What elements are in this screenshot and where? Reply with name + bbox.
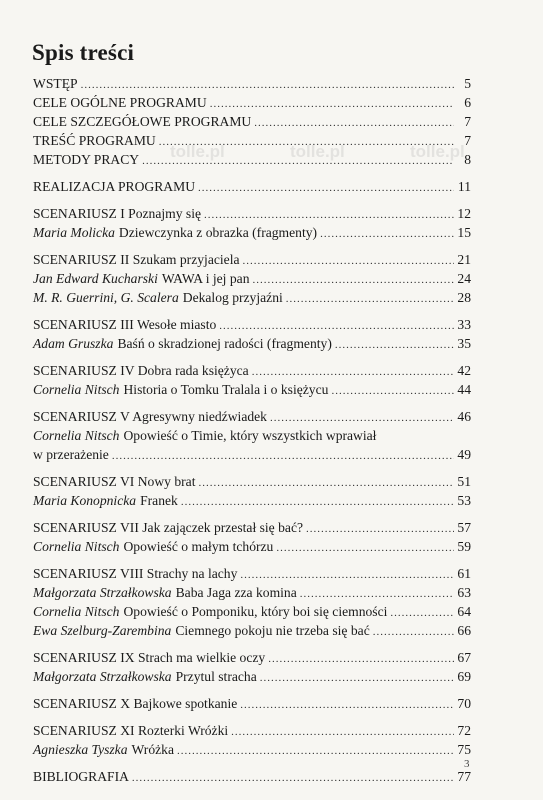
toc-entry-page: 42 xyxy=(457,363,471,378)
toc-entry-title: Baśń o skradzionej radości (fragmenty) xyxy=(117,336,332,351)
toc-entry-author: Agnieszka Tyszka xyxy=(33,742,128,757)
toc-entry xyxy=(33,131,471,150)
toc-entry xyxy=(33,269,471,288)
toc-entry-page: 66 xyxy=(457,623,471,638)
toc-entry-title: TREŚĆ PROGRAMU xyxy=(33,133,156,148)
toc-entry-page: 5 xyxy=(464,76,471,91)
toc-entry xyxy=(33,583,471,602)
dot-leader xyxy=(390,604,454,623)
toc-entry-title: Ciemnego pokoju nie trzeba się bać xyxy=(175,623,370,638)
toc-entry-page: 7 xyxy=(464,114,471,129)
toc-entry-author: Cornelia Nitsch xyxy=(33,382,120,397)
toc-entry-title: Historia o Tomku Tralala i o księżycu xyxy=(123,382,329,397)
toc-entry xyxy=(33,694,471,713)
toc-entry-continuation: w przerażenie xyxy=(33,447,109,462)
toc-entry-title: SCENARIUSZ IV Dobra rada księżyca xyxy=(33,363,249,378)
toc-entry-page: 57 xyxy=(457,520,471,535)
toc-entry xyxy=(33,767,471,786)
toc-entry-author: Małgorzata Strzałkowska xyxy=(33,669,172,684)
dot-leader xyxy=(231,723,454,742)
toc-entry-title: Baba Jaga zza komina xyxy=(175,585,297,600)
toc-entry-title: SCENARIUSZ I Poznajmy się xyxy=(33,206,202,221)
toc-entry-title: SCENARIUSZ III Wesołe miasto xyxy=(33,317,217,332)
dot-leader xyxy=(199,474,455,493)
toc-entry xyxy=(33,667,471,686)
toc-entry-title: SCENARIUSZ XI Rozterki Wróżki xyxy=(33,723,229,738)
dot-leader xyxy=(320,225,454,244)
toc-entry xyxy=(33,648,471,667)
toc-entry-page: 72 xyxy=(457,723,471,738)
toc-entry-page: 8 xyxy=(464,152,471,167)
page-number: 3 xyxy=(464,758,470,770)
toc-entry xyxy=(33,721,471,740)
toc-entry-page: 69 xyxy=(457,669,471,684)
toc-entry xyxy=(33,150,471,169)
toc-entry xyxy=(33,564,471,583)
toc-entry-page: 49 xyxy=(457,447,471,462)
toc-entry xyxy=(33,74,471,93)
toc-entry-title: SCENARIUSZ V Agresywny niedźwiadek xyxy=(33,409,267,424)
toc-entry-author: Cornelia Nitsch xyxy=(33,539,120,554)
toc-entry-page: 70 xyxy=(457,696,471,711)
toc-entry-page: 11 xyxy=(457,179,471,194)
dot-leader xyxy=(268,650,454,669)
toc-entry-title: CELE SZCZEGÓŁOWE PROGRAMU xyxy=(33,114,252,129)
toc-entry-author: Jan Edward Kucharski xyxy=(33,271,158,286)
dot-leader xyxy=(181,493,454,512)
toc-entry xyxy=(33,288,471,307)
toc-entry xyxy=(33,602,471,621)
toc-entry xyxy=(33,177,471,196)
toc-entry-title: SCENARIUSZ IX Strach ma wielkie oczy xyxy=(33,650,266,665)
dot-leader xyxy=(159,133,454,152)
toc-entry-title: SCENARIUSZ VIII Strachy na lachy xyxy=(33,566,238,581)
toc-entry-page: 51 xyxy=(457,474,471,489)
toc-entry-page: 33 xyxy=(457,317,471,332)
toc-entry-title: SCENARIUSZ II Szukam przyjaciela xyxy=(33,252,240,267)
toc-entry xyxy=(33,315,471,334)
dot-leader xyxy=(373,623,454,642)
dot-leader xyxy=(243,252,454,271)
toc-entry xyxy=(33,112,471,131)
toc-entry-page: 63 xyxy=(457,585,471,600)
table-of-contents xyxy=(33,74,471,786)
dot-leader xyxy=(198,179,454,198)
toc-entry-title: Opowieść o Pomponiku, który boi się ciemności xyxy=(123,604,388,619)
dot-leader xyxy=(306,520,454,539)
toc-entry-page: 28 xyxy=(457,290,471,305)
toc-entry-page: 75 xyxy=(457,742,471,757)
dot-leader xyxy=(254,114,454,133)
toc-entry xyxy=(33,93,471,112)
toc-entry-page: 24 xyxy=(457,271,471,286)
toc-entry-page: 61 xyxy=(457,566,471,581)
watermark-text: tolle.pl xyxy=(170,142,225,161)
toc-entry-author: Ewa Szelburg-Zarembina xyxy=(33,623,172,638)
toc-entry xyxy=(33,740,471,759)
toc-entry-author: Maria Molicka xyxy=(33,225,115,240)
toc-entry-title: SCENARIUSZ X Bajkowe spotkanie xyxy=(33,696,238,711)
toc-entry-page: 7 xyxy=(464,133,471,148)
toc-entry-title: WSTĘP xyxy=(33,76,78,91)
toc-entry xyxy=(33,426,471,445)
watermark-text: tolle.pl xyxy=(290,142,345,161)
dot-leader xyxy=(112,447,454,466)
toc-entry-author: Maria Konopnicka xyxy=(33,493,137,508)
toc-entry-page: 12 xyxy=(457,206,471,221)
toc-entry-title: Dziewczynka z obrazka (fragmenty) xyxy=(118,225,318,240)
toc-entry-page: 77 xyxy=(457,769,471,784)
toc-entry-title: BIBLIOGRAFIA xyxy=(33,769,129,784)
toc-entry-page: 21 xyxy=(457,252,471,267)
toc-entry-author: Adam Gruszka xyxy=(33,336,114,351)
toc-entry-page: 67 xyxy=(457,650,471,665)
page-title: Spis treści xyxy=(32,40,135,65)
toc-entry xyxy=(33,250,471,269)
dot-leader xyxy=(276,539,454,558)
toc-entry xyxy=(33,334,471,353)
toc-entry xyxy=(33,621,471,640)
toc-entry-author: M. R. Guerrini, G. Scalera xyxy=(33,290,179,305)
toc-entry-title: Franek xyxy=(140,493,178,508)
toc-entry xyxy=(33,361,471,380)
dot-leader xyxy=(240,696,454,715)
toc-entry-page: 64 xyxy=(457,604,471,619)
toc-entry xyxy=(33,407,471,426)
toc-entry xyxy=(33,491,471,510)
toc-entry-title: SCENARIUSZ VI Nowy brat xyxy=(33,474,196,489)
dot-leader xyxy=(260,669,454,688)
toc-entry xyxy=(33,518,471,537)
toc-entry-page: 6 xyxy=(464,95,471,110)
toc-entry xyxy=(33,204,471,223)
toc-entry xyxy=(33,223,471,242)
toc-entry-title: SCENARIUSZ VII Jak zajączek przestał się bać? xyxy=(33,520,304,535)
toc-entry-title: Przytul stracha xyxy=(175,669,257,684)
toc-entry-author: Cornelia Nitsch xyxy=(33,428,120,443)
toc-entry-title: Opowieść o małym tchórzu xyxy=(123,539,274,554)
toc-entry-author: Małgorzata Strzałkowska xyxy=(33,585,172,600)
toc-entry xyxy=(33,537,471,556)
dot-leader xyxy=(142,152,454,171)
dot-leader xyxy=(335,336,454,355)
toc-entry-page: 44 xyxy=(457,382,471,397)
toc-entry-author: Cornelia Nitsch xyxy=(33,604,120,619)
toc-entry-page: 46 xyxy=(457,409,471,424)
toc-entry-title: Wróżka xyxy=(131,742,174,757)
toc-entry-page: 35 xyxy=(457,336,471,351)
dot-leader xyxy=(331,382,454,401)
toc-entry-page: 59 xyxy=(457,539,471,554)
toc-entry-title: Dekalog przyjaźni xyxy=(182,290,283,305)
toc-entry xyxy=(33,472,471,491)
watermark-text: tolle.pl xyxy=(410,142,465,161)
dot-leader xyxy=(177,742,454,761)
dot-leader xyxy=(132,769,454,788)
toc-entry xyxy=(33,445,471,464)
dot-leader xyxy=(286,290,454,309)
toc-entry xyxy=(33,380,471,399)
toc-entry-title: Opowieść o Timie, który wszystkich wprawiał xyxy=(123,428,377,443)
toc-entry-title: METODY PRACY xyxy=(33,152,140,167)
toc-entry-title: WAWA i jej pan xyxy=(161,271,250,286)
toc-entry-page: 53 xyxy=(457,493,471,508)
toc-entry-page: 15 xyxy=(457,225,471,240)
toc-entry-title: CELE OGÓLNE PROGRAMU xyxy=(33,95,207,110)
toc-entry-title: REALIZACJA PROGRAMU xyxy=(33,179,196,194)
